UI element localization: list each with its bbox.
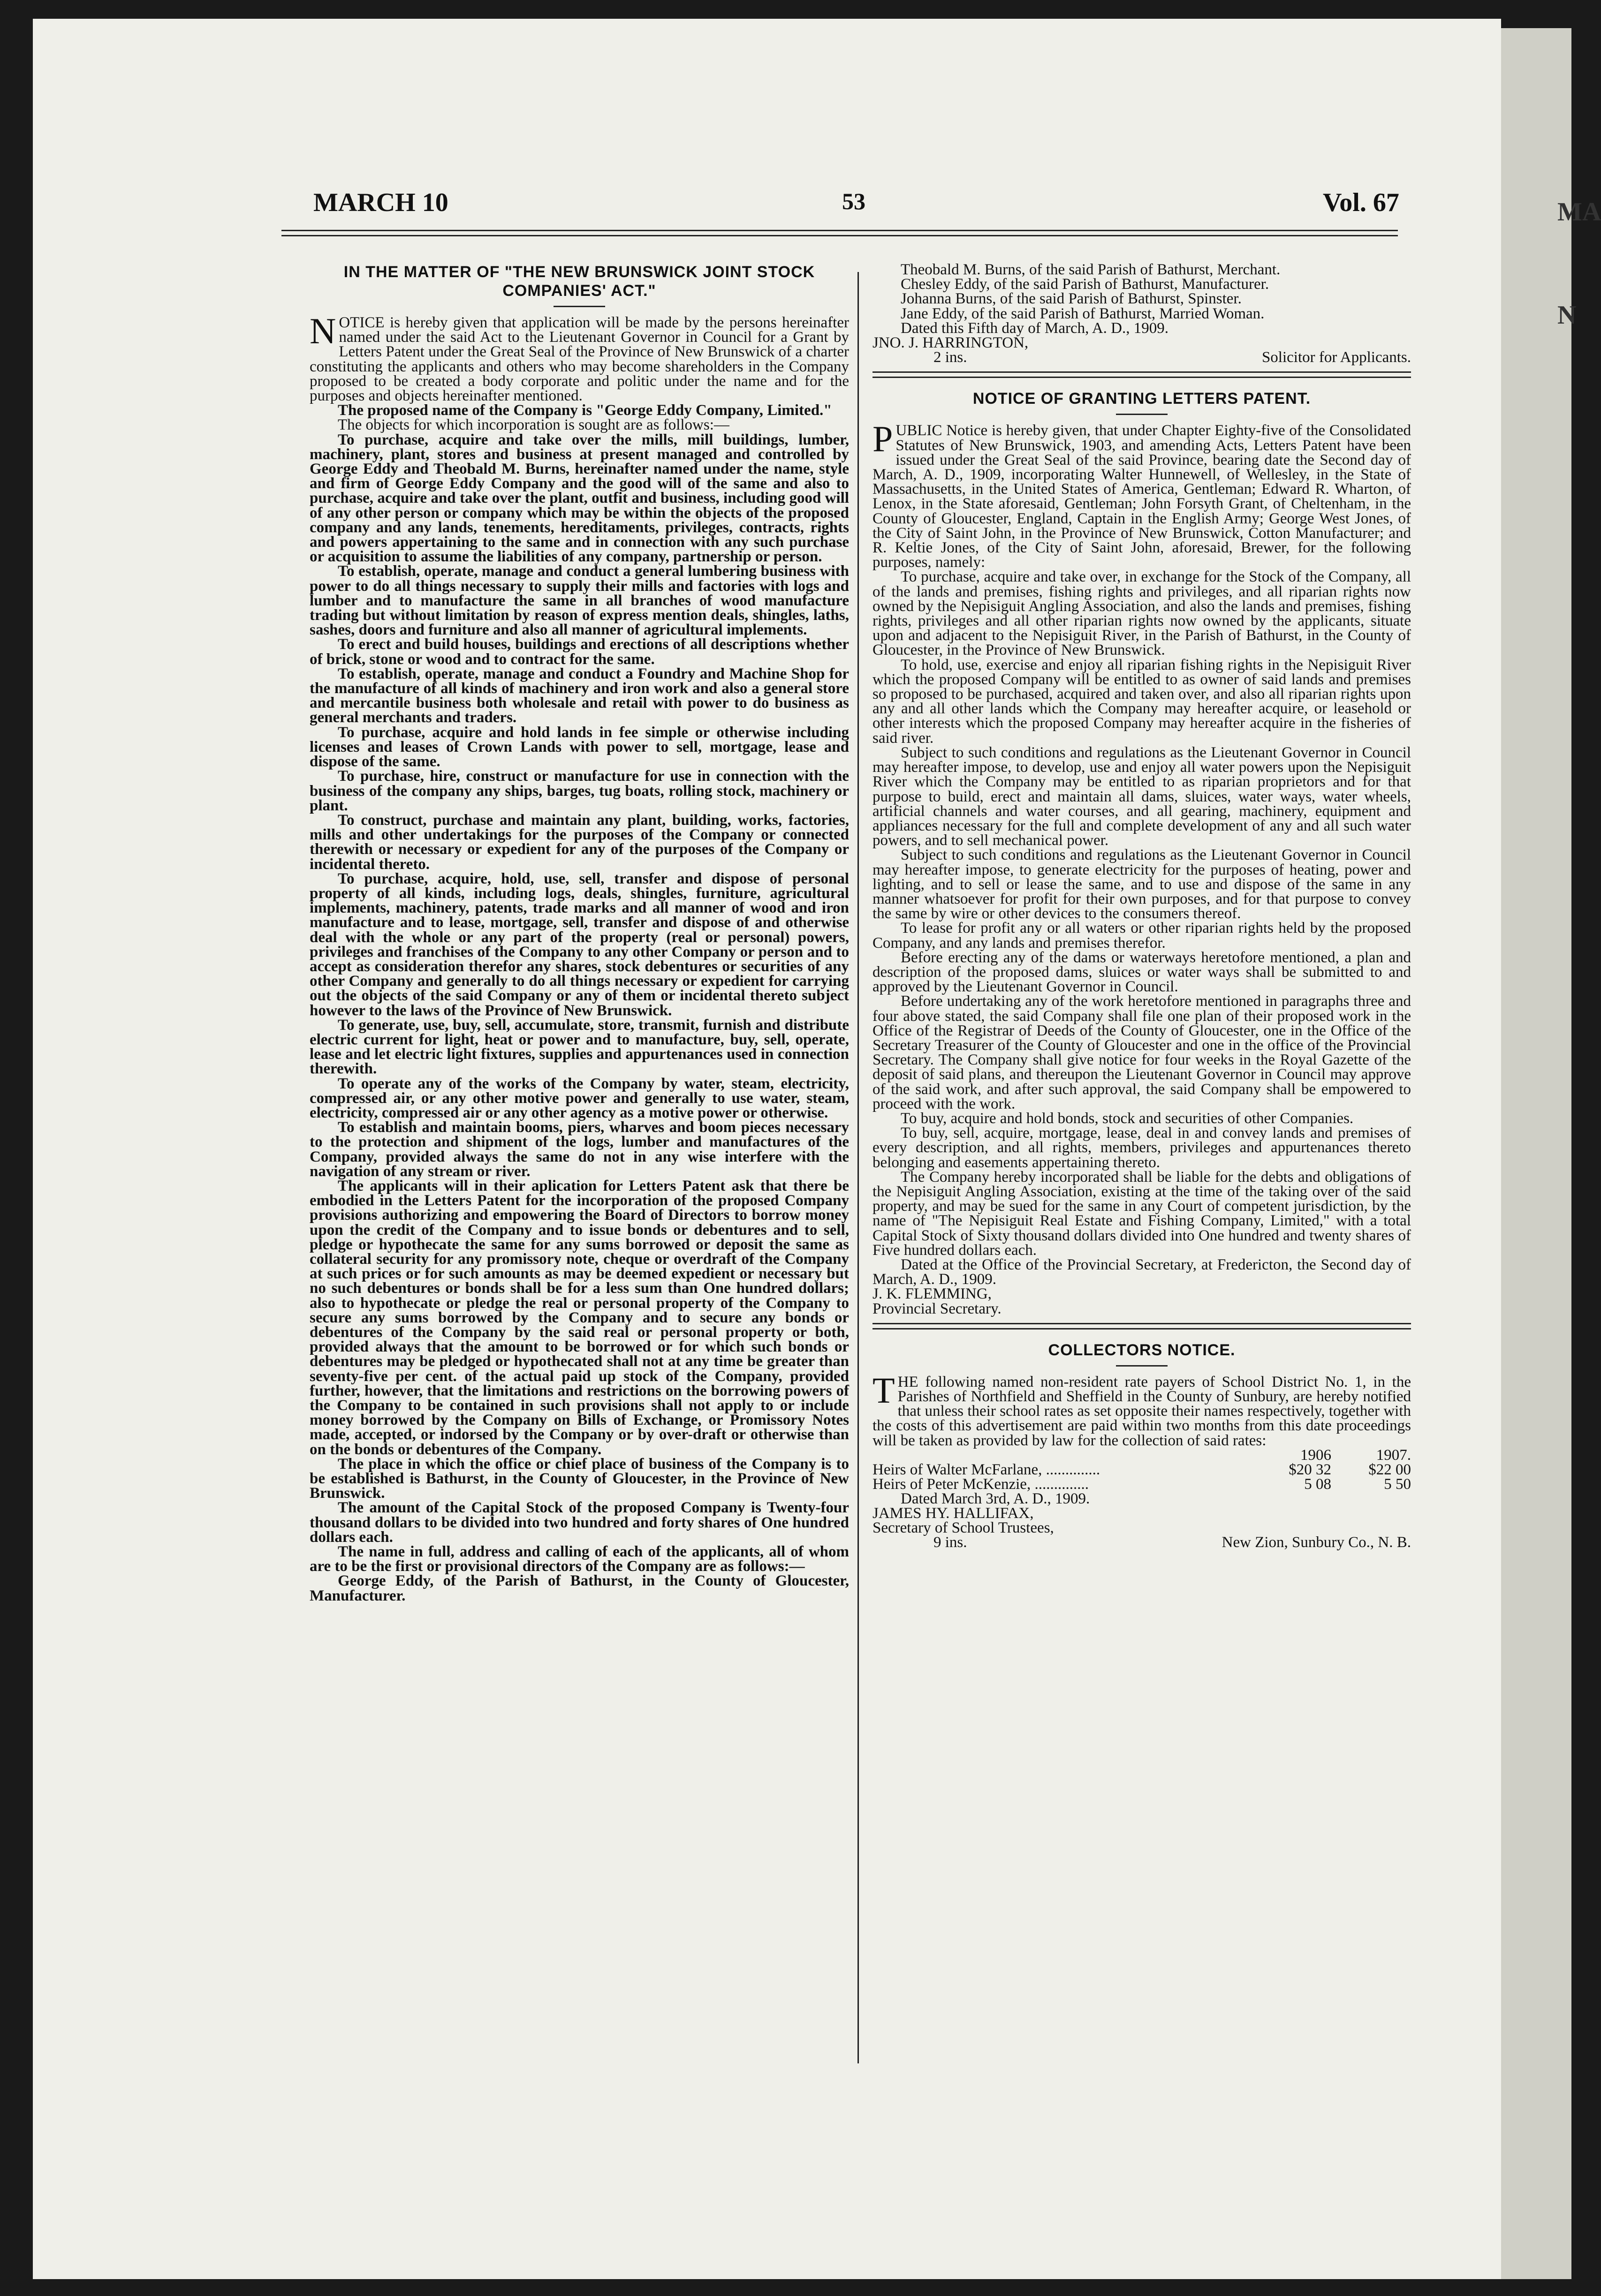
signer-title: Solicitor for Applicants. bbox=[1261, 349, 1411, 366]
paragraph: Dated at the Office of the Provincial Secretary, at Fredericton, the Second day of March, A. D., 1909. bbox=[873, 1256, 1411, 1288]
table-row bbox=[873, 1477, 1411, 1492]
applicant-line: Theobald M. Burns, of the said Parish of Bathurst, Merchant. bbox=[901, 261, 1281, 278]
section-separator bbox=[873, 1323, 1411, 1329]
notice-title: IN THE MATTER OF "THE NEW BRUNSWICK JOINT STOCK COMPANIES' ACT." bbox=[343, 263, 815, 300]
paragraph: The applicants will in their aplication for Letters Patent ask that there be embodied in the Letters Patent for the incorporation of the proposed Company provisions authorizing and empowering the Board of Directors to borrow money upon the credit of the Company and to issue bonds or debentures and to sell, pledge or hypothecate the same for any sums borrowed or deposit the same as collateral security for any promissory note, cheque or overdraft of the Company at such prices or for such amounts as may be deemed expedient or necessary but no such debentures or bonds shall be for a less sum than One hundred dollars; also to hypothecate or pledge the real or personal property of the Company to secure any sums borrowed by the Company and to secure any bonds or debentures of the Company by the said real or personal property or both, provided always that the amount to be borrowed or for which such bonds or debentures may be pledged or hypothecated shall not at any time be greater than seventy-five per cent. of the actual paid up stock of the Company, provided further, however, that the limitations and restrictions on the borrowing powers of the Company to be contained in such provisions shall not apply to or include money borrowed by the Company on Bills of Exchange, or Promissory Notes made, accepted, or indorsed by the Company or by over-draft or otherwise than on the bonds or debentures of the Company. bbox=[310, 1177, 849, 1458]
paragraph: The name in full, address and calling of each of the applicants, all of whom are to be the first or provisional directors of the Company are as follows:— bbox=[310, 1543, 849, 1575]
notice-title: COLLECTORS NOTICE. bbox=[1048, 1341, 1236, 1359]
right-column bbox=[873, 263, 1411, 1550]
paragraph: The objects for which incorporation is sought are as follows:— bbox=[338, 416, 729, 434]
paragraph: The proposed name of the Company is "George Eddy Company, Limited." bbox=[338, 402, 832, 419]
drop-cap: N bbox=[310, 310, 336, 351]
paragraph: Subject to such conditions and regulations as the Lieutenant Governor in Council may hereafter impose, to generate electricity for the purposes of heating, power and lighting, and to sell or lease the same, and to use and dispose of the same in any manner whatsoever for profit for their own purposes, and for that purpose to convey the same by wire or other devices to the consumers thereof. bbox=[873, 846, 1411, 922]
signer-name: JNO. J. HARRINGTON, bbox=[873, 334, 1029, 352]
paragraph: NOTICE is hereby given that application will be made by the persons hereinafter named under the said Act to the Lieutenant Governor in Council for a Grant by Letters Patent under the Great Seal of the Province of New Brunswick of a charter constituting the applicants and others who may become shareholders in the Company proposed to be created a body corporate and politic under the name and for the purposes and objects hereinafter mentioned. bbox=[310, 310, 849, 405]
dated-line: Dated this Fifth day of March, A. D., 1909. bbox=[901, 319, 1169, 337]
paragraph: To generate, use, buy, sell, accumulate, store, transmit, furnish and distribute electric current for light, heat or power and to manufacture, buy, sell, operate, lease and let electric light fixtures, supplies and appurtenances used in connection therewith. bbox=[310, 1016, 849, 1078]
next-page-edge bbox=[1501, 28, 1571, 2279]
address: New Zion, Sunbury Co., N. B. bbox=[1222, 1534, 1411, 1551]
left-column bbox=[310, 263, 849, 1603]
paragraph: To buy, sell, acquire, mortgage, lease, deal in and convey lands and premises of every description, and all rights, members, privileges and appurtenances thereto belonging and easements appertaining thereto. bbox=[873, 1125, 1411, 1171]
column-divider bbox=[857, 272, 859, 2063]
paragraph: To operate any of the works of the Company by water, steam, electricity, compressed air, or any other motive power and generally to use water, steam, electricity, compressed air or any other agency as a motive power or otherwise. bbox=[310, 1075, 849, 1121]
paragraph: PUBLIC Notice is hereby given, that under Chapter Eighty-five of the Consolidated Statutes of New Brunswick, 1903, and amending Acts, Letters Patent have been issued under the Great Seal of the said Province, bearing date the Second day of March, A. D., 1909, incorporating Walter Hunnewell, of Wellesley, in the State of Massachusetts, in the United States of America, Gentleman; Edward R. Wharton, of Lenox, in the State aforesaid, Gentleman; John Forsyth Grant, of Cheltenham, in the County of Gloucester, England, Captain in the English Army; George West Jones, of the City of Saint John, in the Province of New Brunswick, Cotton Manufacturer; and R. Keltie Jones, of the City of Saint John, aforesaid, Brewer, for the following purposes, namely: bbox=[873, 418, 1411, 571]
insertions-count: 9 ins. bbox=[933, 1534, 967, 1551]
paragraph: Subject to such conditions and regulations as the Lieutenant Governor in Council may hereafter impose, to develop, use and enjoy all water powers upon the Nepisiguit River which the Company may be entitled to as riparian proprietors and for that purpose to build, erect and maintain all dams, sluices, water ways, water wheels, artificial channels and water courses, and all gearing, machinery, equipment and appliances necessary for the full and complete development of any and all such water powers, and to sell mechanical power. bbox=[873, 744, 1411, 849]
signer-title: Secretary of School Trustees, bbox=[873, 1519, 1054, 1537]
ratepayer-name: Heirs of Walter McFarlane, .............. bbox=[873, 1461, 1100, 1478]
paragraph: To hold, use, exercise and enjoy all riparian fishing rights in the Nepisiguit River which the proposed Company will be entitled to as owner of said lands and premises so proposed to be purchased, acquired and taken over, and also all riparian rights upon any and all other lands which the Company may hereafter acquire, or leasehold or other interests which the proposed Company may hereafter acquire in the fisheries of said river. bbox=[873, 656, 1411, 747]
paragraph: To purchase, acquire, hold, use, sell, transfer and dispose of personal property of all kinds, including logs, deals, shingles, furniture, agricultural implements, machinery, patents, trade marks and all manner of wood and iron manufacture and to lease, mortgage, sell, transfer and dispose of and otherwise deal with the whole or any part of the property (real or personal) powers, privileges and franchises of the Company to any other Company or person and to accept as consideration therefor any shares, stock debentures or securities of any other Company and generally to do all things necessary or expedient for carrying out the objects of the said Company or any of them or incidental thereto subject however to the laws of the Province of New Brunswick. bbox=[310, 870, 849, 1019]
header-rule bbox=[281, 230, 1398, 236]
signature-line bbox=[873, 350, 1411, 365]
rate-1907: $22 00 bbox=[1368, 1461, 1411, 1478]
paragraph: The place in which the office or chief place of business of the Company is to be established is Bathurst, in the County of Gloucester, in the Province of New Brunswick. bbox=[310, 1455, 849, 1502]
paragraph: To purchase, acquire and take over, in exchange for the Stock of the Company, all of the lands and premises, fishing rights and privileges, and all riparian rights now owned by the Nepisiguit Angling Association, and also the lands and premises, fishing rights, privileges and all other riparian rights now owned by the applicants, situate upon and adjacent to the Nepisiguit River, in the Parish of Bathurst, in the County of Gloucester, in the Province of New Brunswick. bbox=[873, 568, 1411, 659]
signer-name: J. K. FLEMMING, bbox=[873, 1285, 992, 1303]
section-separator bbox=[873, 371, 1411, 378]
paragraph: THE following named non-resident rate payers of School District No. 1, in the Parishes of Northfield and Sheffield in the County of Sunbury, are hereby notified that unless their school rates as set opposite their names respectively, together with the costs of this advertisement are paid within two months from this date proceedings will be taken as provided by law for the collection of said rates: bbox=[873, 1369, 1411, 1449]
title-rule bbox=[554, 306, 605, 307]
title-rule bbox=[1116, 414, 1168, 415]
paragraph: To purchase, acquire and hold lands in fee simple or otherwise including licenses and leases of Crown Lands with power to sell, mortgage, lease and dispose of the same. bbox=[310, 724, 849, 770]
paragraph: George Eddy, of the Parish of Bathurst, in the County of Gloucester, Manufacturer. bbox=[310, 1572, 849, 1604]
dated-line: Dated March 3rd, A. D., 1909. bbox=[901, 1490, 1090, 1507]
header-page-number: 53 bbox=[842, 188, 865, 214]
paragraph: To establish, operate, manage and conduct a general lumbering business with power to do all things necessary to supply their mills and factories with logs and lumber and to manufacture the same in all branches of wood manufacture trading but without limitation by reason of express mention deals, shingles, laths, sashes, doors and furniture and also all manner of agricultural implements. bbox=[310, 563, 849, 639]
rate-1906: 5 08 bbox=[1304, 1475, 1331, 1493]
signer-title: Provincial Secretary. bbox=[873, 1300, 1002, 1317]
paragraph: The Company hereby incorporated shall be liable for the debts and obligations of the Nepisiguit Angling Association, existing at the time of the taking over of the said property, and may be sued for the same in any Court of competent jurisdiction, by the name of "The Nepisiguit Real Estate and Fishing Company, Limited," with a total Capital Stock of Sixty thousand dollars divided into One hundred and twenty shares of Five hundred dollars each. bbox=[873, 1168, 1411, 1259]
drop-cap: T bbox=[873, 1369, 895, 1411]
paragraph: Before erecting any of the dams or waterways heretofore mentioned, a plan and description of the proposed dams, sluices or water ways shall be submitted to and approved by the Lieutenant Governor in Council. bbox=[873, 949, 1411, 996]
rate-1907: 5 50 bbox=[1384, 1475, 1411, 1493]
notice-title: NOTICE OF GRANTING LETTERS PATENT. bbox=[972, 390, 1311, 408]
insertions-count: 2 ins. bbox=[933, 349, 967, 366]
edge-fragment-2: N bbox=[1557, 301, 1577, 330]
edge-fragment-1: MA bbox=[1557, 197, 1601, 227]
address-line bbox=[873, 1535, 1411, 1550]
paragraph: To establish, operate, manage and conduct a Foundry and Machine Shop for the manufacture of all kinds of machinery and iron work and also a general store and mercantile business both wholesale and retail with power to do business as general merchants and traders. bbox=[310, 665, 849, 726]
paragraph: The amount of the Capital Stock of the proposed Company is Twenty-four thousand dollars to be divided into two hundred and forty shares of One hundred dollars each. bbox=[310, 1499, 849, 1546]
paragraph: Before undertaking any of the work heretofore mentioned in paragraphs three and four above stated, the said Company shall file one plan of their proposed work in the Office of the Registrar of Deeds of the County of Gloucester, one in the Office of the Secretary Treasurer of the County of Gloucester and one in the office of the Provincial Secretary. The Company shall give notice for four weeks in the Royal Gazette of the deposit of said plans, and thereupon the Lieutenant Governor in Council may approve of the said work, and after such approval, the said Company shall be empowered to proceed with the work. bbox=[873, 993, 1411, 1112]
title-rule bbox=[1116, 1365, 1168, 1367]
rate-1906: $20 32 bbox=[1289, 1461, 1331, 1478]
paragraph: To lease for profit any or all waters or other riparian rights held by the proposed Company, and any lands and premises therefor. bbox=[873, 920, 1411, 952]
year-header: 1906 bbox=[1300, 1446, 1331, 1464]
table-row bbox=[873, 1463, 1411, 1477]
applicant-line: Jane Eddy, of the said Parish of Bathurst, Married Woman. bbox=[901, 305, 1265, 322]
year-header: 1907. bbox=[1376, 1446, 1411, 1464]
paragraph: To erect and build houses, buildings and erections of all descriptions whether of brick, stone or wood and to contract for the same. bbox=[310, 636, 849, 668]
ratepayer-name: Heirs of Peter McKenzie, .............. bbox=[873, 1475, 1089, 1493]
table-header-row bbox=[873, 1448, 1411, 1463]
paragraph: To establish and maintain booms, piers, wharves and boom pieces necessary to the protection and shipment of the logs, lumber and manufactures of the Company, provided always the same do not in any wise interfere with the navigation of any stream or river. bbox=[310, 1119, 849, 1180]
applicant-line: Johanna Burns, of the said Parish of Bathurst, Spinster. bbox=[901, 290, 1242, 308]
drop-cap: P bbox=[873, 418, 893, 460]
header-volume: Vol. 67 bbox=[1323, 188, 1399, 217]
paragraph: To purchase, acquire and take over the mills, mill buildings, lumber, machinery, plant, stores and business at present managed and controlled by George Eddy and Theobald M. Burns, hereinafter named under the name, style and firm of George Eddy Company and the good will of the same and also to purchase, acquire and take over the plant, outfit and business, including good will of any other person or company which may be within the objects of the proposed company and any lands, tenements, hereditaments, privileges, contracts, rights and powers appertaining to the same and in connection with any such purchase or acquisition to assume the liabilities of any company, partnership or person. bbox=[310, 431, 849, 566]
paragraph: To purchase, hire, construct or manufacture for use in connection with the business of the company any ships, barges, tug boats, rolling stock, machinery or plant. bbox=[310, 768, 849, 814]
paragraph: To construct, purchase and maintain any plant, building, works, factories, mills and other undertakings for the purposes of the Company or connected therewith or necessary or expedient for any of the purposes of the Company or incidental thereto. bbox=[310, 811, 849, 873]
applicant-line: Chesley Eddy, of the said Parish of Bathurst, Manufacturer. bbox=[901, 276, 1269, 293]
signer-name: JAMES HY. HALLIFAX, bbox=[873, 1505, 1034, 1522]
rates-table bbox=[873, 1448, 1411, 1492]
paragraph: To buy, acquire and hold bonds, stock and securities of other Companies. bbox=[901, 1110, 1354, 1127]
header-date: MARCH 10 bbox=[313, 188, 448, 217]
